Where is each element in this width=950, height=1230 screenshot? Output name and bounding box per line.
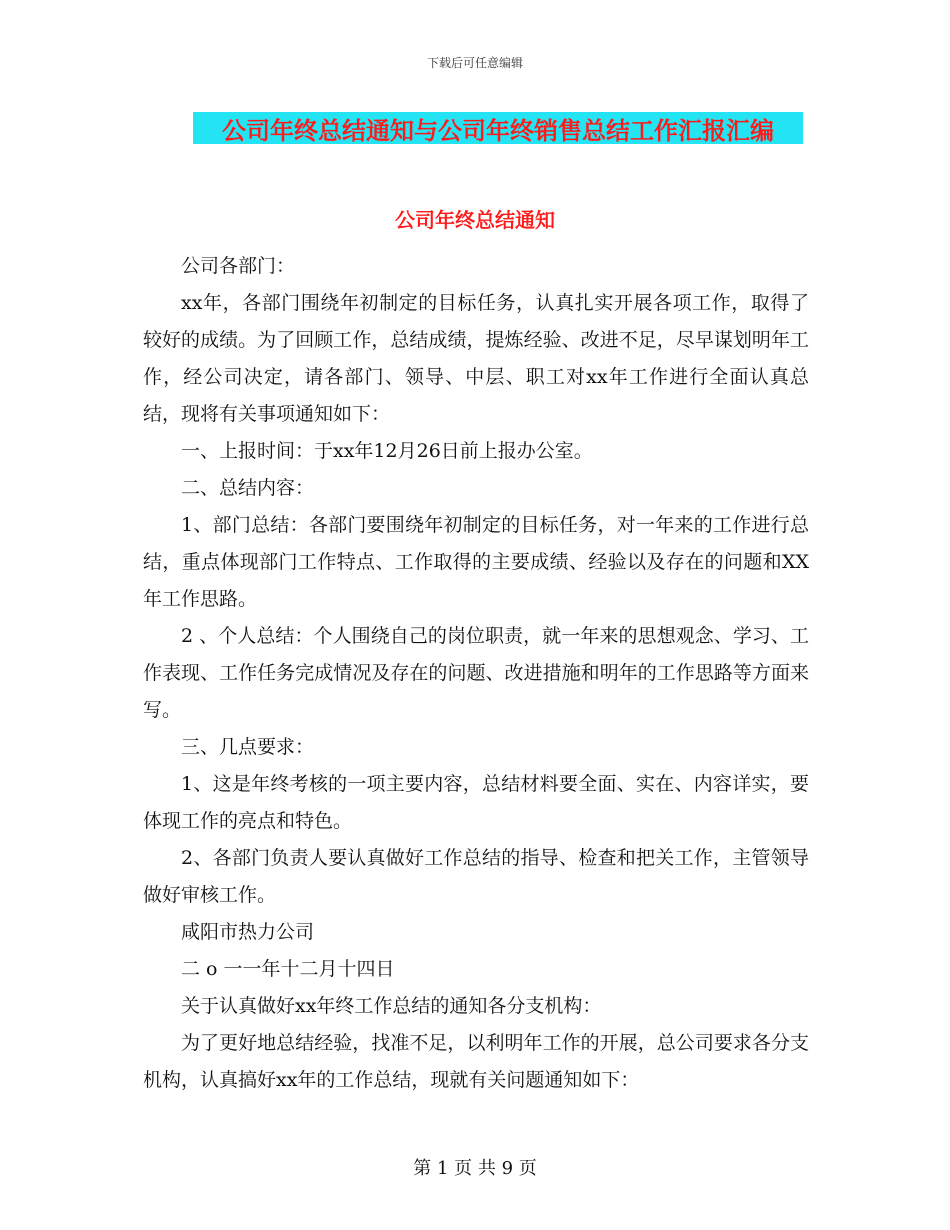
paragraph-personal-summary: 2 、个人总结：个人围绕自己的岗位职责，就一年来的思想观念、学习、工作表现、工作任务完成情况及存在的问题、改进措施和明年的工作思路等方面来写。 [143, 625, 809, 721]
paragraph-signature-date: 二 o 一一年十二月十四日 [181, 958, 395, 980]
paragraph-second-notice-body: 为了更好地总结经验，找准不足，以利明年工作的开展，总公司要求各分支机构，认真搞好xx年的工作总结，现就有关问题通知如下： [143, 1032, 809, 1091]
section-title: 公司年终总结通知 [395, 208, 555, 232]
paragraph-requirement-1: 1、这是年终考核的一项主要内容，总结材料要全面、实在、内容详实，要体现工作的亮点和特色。 [143, 773, 809, 832]
paragraph-intro: xx年，各部门围绕年初制定的目标任务，认真扎实开展各项工作，取得了较好的成绩。为了回顾工作，总结成绩，提炼经验、改进不足，尽早谋划明年工作，经公司决定，请各部门、领导、中层、职工对xx年工作进行全面认真总结，现将有关事项通知如下： [143, 292, 809, 425]
page-number: 第 1 页 共 9 页 [413, 1158, 537, 1179]
paragraph-second-notice-heading: 关于认真做好xx年终工作总结的通知各分支机构： [181, 995, 602, 1017]
document-title: 公司年终总结通知与公司年终销售总结工作汇报汇编 [222, 116, 774, 145]
paragraph-requirements-heading: 三、几点要求： [181, 736, 315, 758]
paragraph-salutation: 公司各部门： [181, 255, 296, 277]
paragraph-content-heading: 二、总结内容： [181, 477, 315, 499]
paragraph-deadline: 一、上报时间：于xx年12月26日前上报办公室。 [181, 440, 593, 462]
title-highlight [193, 112, 803, 144]
paragraph-signature-org: 咸阳市热力公司 [181, 921, 315, 943]
header-note: 下载后可任意编辑 [426, 56, 523, 70]
document-body [143, 248, 809, 1099]
paragraph-department-summary: 1、部门总结：各部门要围绕年初制定的目标任务，对一年来的工作进行总结，重点体现部门工作特点、工作取得的主要成绩、经验以及存在的问题和XX年工作思路。 [143, 514, 809, 610]
paragraph-requirement-2: 2、各部门负责人要认真做好工作总结的指导、检查和把关工作，主管领导做好审核工作。 [143, 847, 809, 906]
